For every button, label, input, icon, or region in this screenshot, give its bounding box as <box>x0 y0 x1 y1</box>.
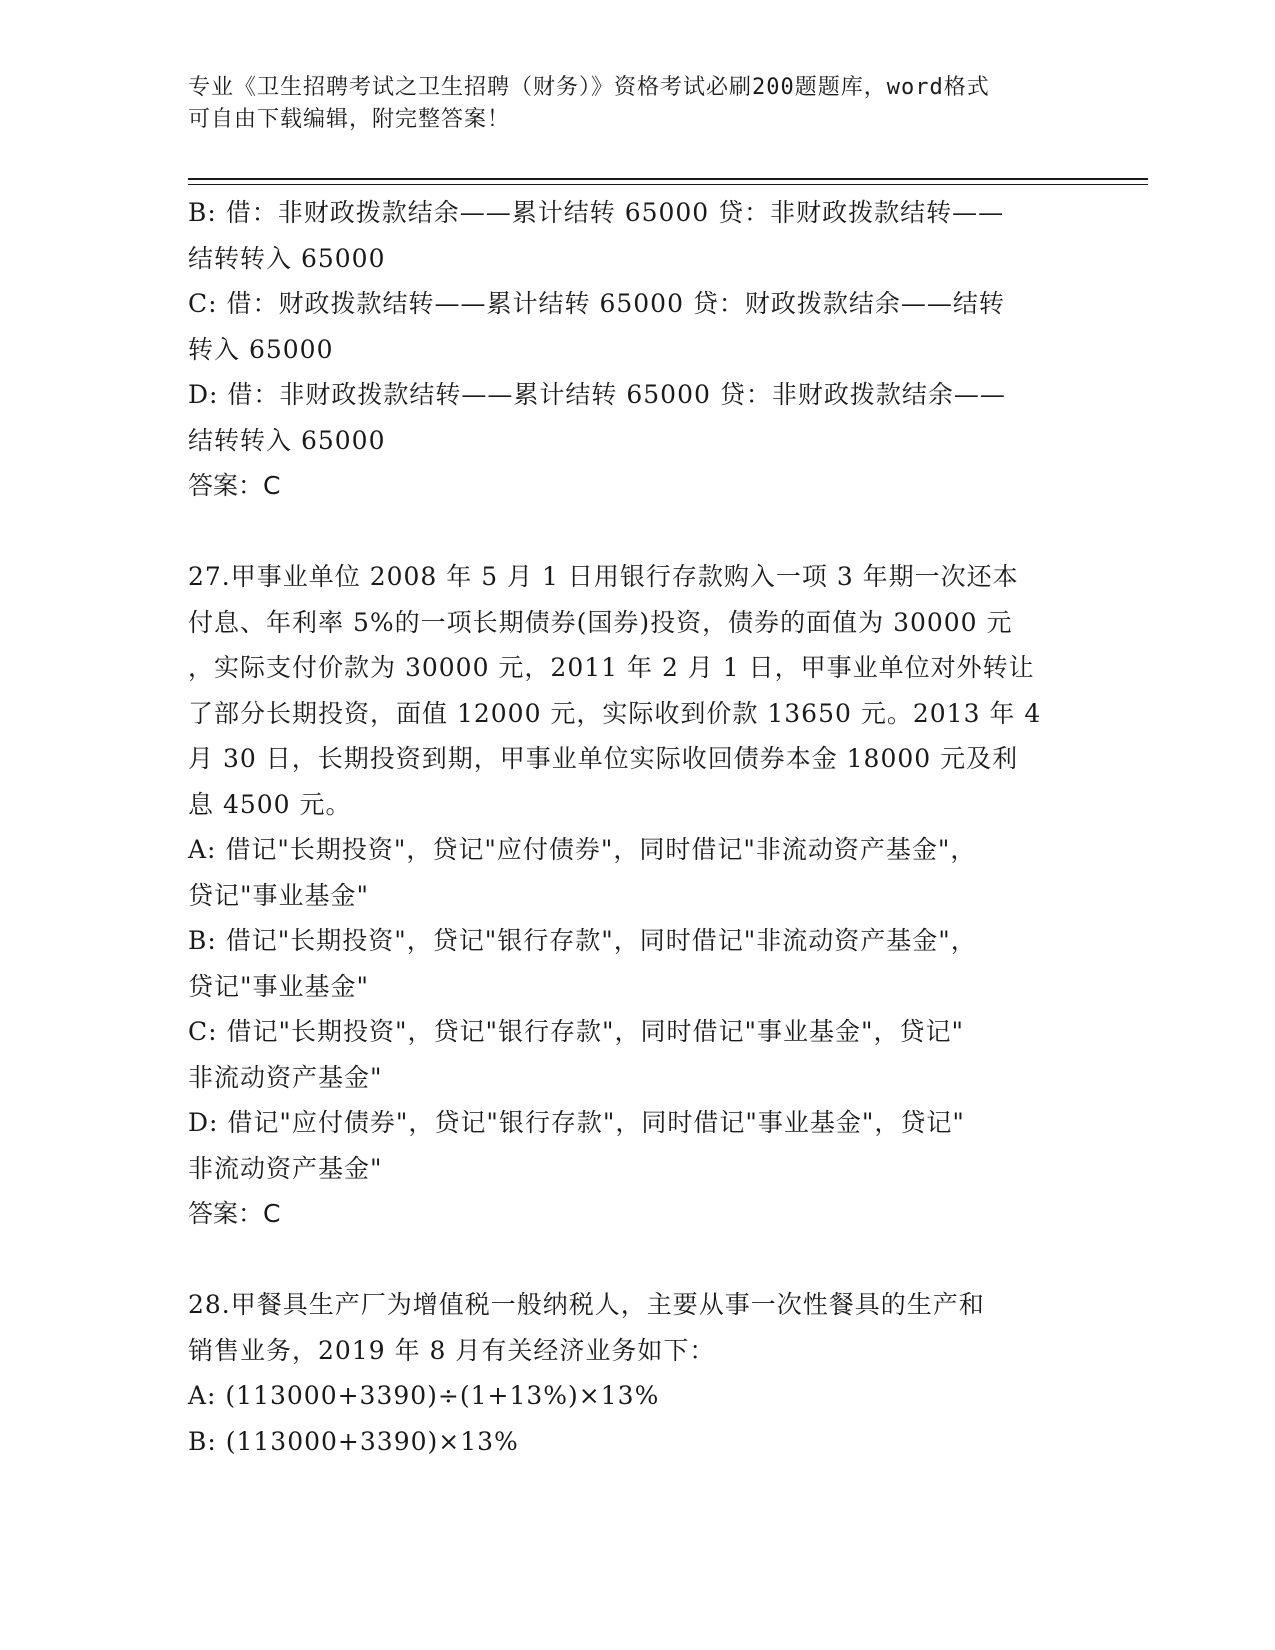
question-28 <box>188 1282 1088 1464</box>
option-d-line-2: 非流动资产基金" <box>188 1153 383 1183</box>
question-stem-line-2: 销售业务，2019 年 8 月有关经济业务如下： <box>188 1335 716 1365</box>
option-c-line-2: 转入 65000 <box>188 334 334 364</box>
option-d-line-1: D: 借记"应付债券"，贷记"银行存款"，同时借记"事业基金"，贷记" <box>188 1108 965 1137</box>
header-title-line-1: 专业《卫生招聘考试之卫生招聘（财务）》资格考试必刷200题题库，word格式 <box>188 75 990 100</box>
option-b-line-2: 贷记"事业基金" <box>188 971 369 1001</box>
option-d-line-1: D: 借：非财政拨款结转——累计结转 65000 贷：非财政拨款结余—— <box>188 380 1006 409</box>
option-a-line-2: 贷记"事业基金" <box>188 880 369 910</box>
option-b: B: (113000+3390)×13% <box>188 1426 519 1456</box>
option-a-line-1: A: 借记"长期投资"，贷记"应付债券"，同时借记"非流动资产基金"， <box>188 835 977 864</box>
question-26-options <box>188 190 1088 509</box>
option-c-line-2: 非流动资产基金" <box>188 1062 383 1092</box>
question-stem-line-3: ，实际支付价款为 30000 元，2011 年 2 月 1 日，甲事业单位对外转让 <box>188 653 1035 682</box>
answer: 答案：C <box>188 471 281 500</box>
spacer <box>188 1237 1088 1283</box>
option-b-line-2: 结转转入 65000 <box>188 243 386 273</box>
option-b-line-1: B: 借记"长期投资"，贷记"银行存款"，同时借记"非流动资产基金"， <box>188 926 977 955</box>
option-a: A: (113000+3390)÷(1+13%)×13% <box>188 1381 660 1410</box>
answer: 答案：C <box>188 1199 281 1228</box>
option-d-line-2: 结转转入 65000 <box>188 425 386 455</box>
question-stem-line-6: 息 4500 元。 <box>188 789 352 819</box>
question-27 <box>188 554 1088 1237</box>
header-title-line-2: 可自由下载编辑，附完整答案！ <box>188 107 511 132</box>
option-c-line-1: C: 借记"长期投资"，贷记"银行存款"，同时借记"事业基金"，贷记" <box>188 1017 964 1046</box>
document-body <box>188 190 1088 1464</box>
spacer <box>188 509 1088 555</box>
document-header <box>188 72 1068 136</box>
question-stem-line-2: 付息、年利率 5%的一项长期债券(国券)投资，债券的面值为 30000 元 <box>188 607 1013 637</box>
header-rule-thick <box>188 178 1148 180</box>
question-stem-line-4: 了部分长期投资，面值 12000 元，实际收到价款 13650 元。2013 年 4 <box>188 698 1042 728</box>
question-stem-line-1: 28.甲餐具生产厂为增值税一般纳税人，主要从事一次性餐具的生产和 <box>188 1290 985 1319</box>
question-stem-line-1: 27.甲事业单位 2008 年 5 月 1 日用银行存款购入一项 3 年期一次还本 <box>188 562 1019 591</box>
option-c-line-1: C: 借：财政拨款结转——累计结转 65000 贷：财政拨款结余——结转 <box>188 289 1005 318</box>
option-b-line-1: B: 借：非财政拨款结余——累计结转 65000 贷：非财政拨款结转—— <box>188 198 1005 227</box>
question-stem-line-5: 月 30 日，长期投资到期，甲事业单位实际收回债券本金 18000 元及利 <box>188 744 1019 773</box>
header-rule-thin <box>188 184 1148 185</box>
